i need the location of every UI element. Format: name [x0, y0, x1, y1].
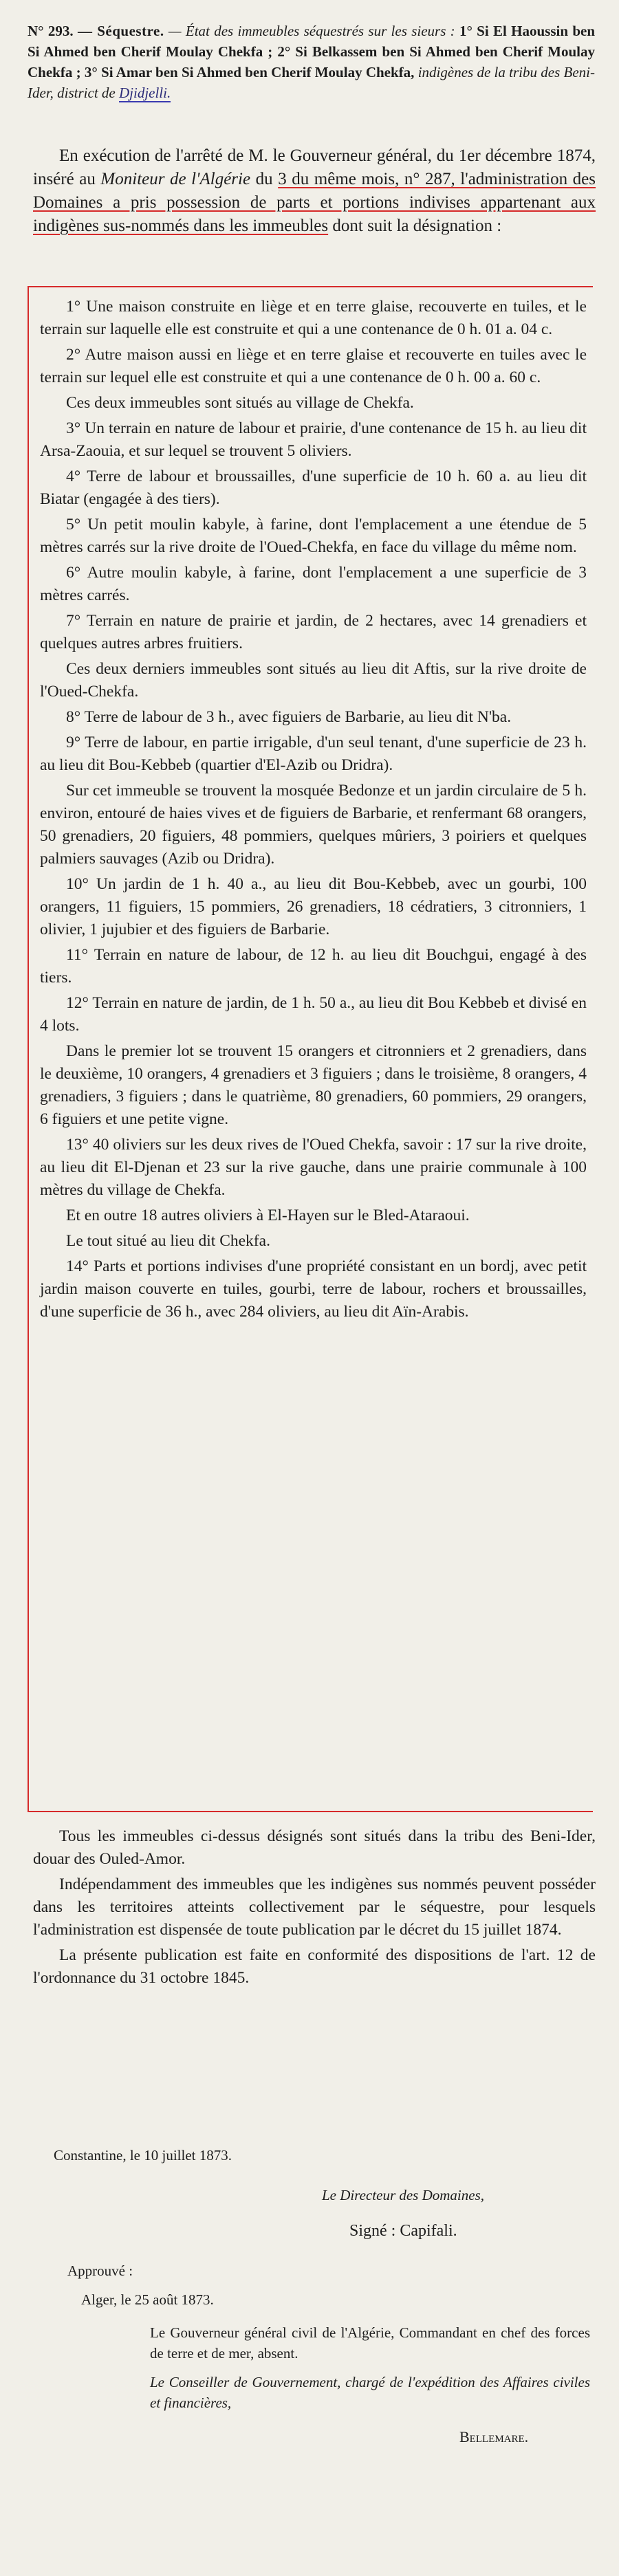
- closing-paragraphs: [33, 1825, 596, 1992]
- list-item: Ces deux derniers immeubles sont situés au lieu dit Aftis, sur la rive droite de l'Oued-Chekfa.: [40, 660, 587, 701]
- approved-date: Alger, le 25 août 1873.: [81, 2291, 214, 2308]
- notice-district: Djidjelli.: [118, 85, 171, 101]
- list-item: 11° Terrain en nature de labour, de 12 h. au lieu dit Bouchgui, engagé à des tiers.: [40, 946, 587, 987]
- property-list: [40, 296, 587, 1326]
- list-item: 8° Terre de labour de 3 h., avec figuiers de Barbarie, au lieu dit N'ba.: [66, 708, 512, 726]
- list-item: 13° 40 oliviers sur les deux rives de l'Oued Chekfa, savoir : 17 sur la rive droite, au lieu dit El-Djenan et 23 sur la rive gauche, dans une prairie communale à 100 mètres du village de Chekfa.: [40, 1136, 587, 1199]
- list-item: 6° Autre moulin kabyle, à farine, dont l'emplacement a une superficie de 3 mètres carrés.: [40, 564, 587, 604]
- list-item: 2° Autre maison aussi en liège et en terre glaise et recouverte en tuiles avec le terrain sur lequel elle est construite et qui a une contenance de 0 h. 00 a. 60 c.: [40, 346, 587, 386]
- closing-paragraph: Tous les immeubles ci-dessus désignés sont situés dans la tribu des Beni-Ider, douar des Ouled-Amor.: [33, 1827, 596, 1868]
- notice-persons: 1° Si El Haoussin ben Si Ahmed ben Cherif Moulay Chekfa ; 2° Si Belkassem ben Si Ahmed ben Cherif Moulay Chekfa ; 3° Si Amar ben Si Ahmed ben Cherif Moulay Chekfa,: [28, 23, 596, 80]
- intro-part3: dont suit la désignation :: [332, 217, 502, 235]
- signatory-name: Bellemare.: [459, 2428, 529, 2445]
- list-item: 3° Un terrain en nature de labour et prairie, d'une contenance de 15 h. au lieu dit Arsa-Zaouia, et sur lequel se trouvent 5 oliviers.: [40, 419, 587, 460]
- closing-paragraph: Indépendamment des immeubles que les indigènes sus nommés peuvent posséder dans les territoires atteints collectivement par le séquestre, pour lesquels l'administration est dispensée de toute publication par le décret du 15 juillet 1874.: [33, 1875, 596, 1939]
- intro-underlined: 3 du même mois, n° 287, l'administration des Domaines a pris possession de parts et portions indivises appartenant aux indigènes sus-nommés dans les immeubles: [33, 170, 596, 235]
- intro-part2: du: [255, 170, 273, 188]
- intro-part1: En exécution de l'arrêté de M. le Gouverneur général, du 1er décembre 1874, inséré au: [33, 146, 596, 188]
- notice-description: — État des immeubles séquestrés sur les sieurs :: [168, 23, 455, 39]
- notice-header: [28, 21, 595, 103]
- list-item: 5° Un petit moulin kabyle, à farine, dont l'emplacement a une étendue de 5 mètres carrés sur la rive droite de l'Oued-Chekfa, en face du village du même nom.: [40, 516, 587, 556]
- list-item: 1° Une maison construite en liège et en terre glaise, recouverte en tuiles, et le terrain sur laquelle elle est construite et qui a une contenance de 0 h. 01 a. 04 c.: [40, 298, 587, 338]
- list-item: 9° Terre de labour, en partie irrigable, d'un seul tenant, d'une superficie de 23 h. au lieu dit Bou-Kebbeb (quartier d'El-Azib ou Dridra).: [40, 734, 587, 774]
- list-item: Le tout situé au lieu dit Chekfa.: [66, 1232, 270, 1250]
- notice-section: — Séquestre.: [77, 23, 164, 39]
- director-title: Le Directeur des Domaines,: [322, 2187, 485, 2203]
- intro-paragraph: [33, 144, 596, 238]
- approved-label: Approuvé :: [67, 2263, 133, 2279]
- list-item: 12° Terrain en nature de jardin, de 1 h. 50 a., au lieu dit Bou Kebbeb et divisé en 4 lots.: [40, 994, 587, 1035]
- notice-number: N° 293.: [28, 23, 74, 39]
- list-item: 4° Terre de labour et broussailles, d'une superficie de 10 h. 60 a. au lieu dit Biatar (engagée à des tiers).: [40, 467, 587, 508]
- list-item: 14° Parts et portions indivises d'une propriété consistant en un bordj, avec petit jardin maison couverte en tuiles, gourbi, terre de labour, rochers et broussailles, d'une superficie de 36 h., avec 284 oliviers, au lieu dit Aïn-Arabis.: [40, 1257, 587, 1321]
- councillor-title: Le Conseiller de Gouvernement, chargé de l'expédition des Affaires civiles et financières,: [150, 2374, 590, 2411]
- list-item: Ces deux immeubles sont situés au village de Chekfa.: [66, 394, 414, 412]
- list-item: Sur cet immeuble se trouvent la mosquée Bedonze et un jardin circulaire de 5 h. environ, entouré de haies vives et de figuiers de Barbarie, et renfermant 68 orangers, 50 grenadiers, 20 figuiers, 48 pommiers, quelques mûriers, 3 poiriers et quelques palmiers sauvages (Azib ou Dridra).: [40, 782, 587, 868]
- governor-title: Le Gouverneur général civil de l'Algérie, Commandant en chef des forces de terre et de mer, absent.: [150, 2324, 590, 2362]
- list-item: 10° Un jardin de 1 h. 40 a., au lieu dit Bou-Kebbeb, avec un gourbi, 100 orangers, 11 figuiers, 15 pommiers, 26 grenadiers, 18 cédratiers, 3 citronniers, 1 olivier, 1 jujubier et des figuiers de Barbarie.: [40, 875, 587, 938]
- notice-tribe: indigènes de la tribu des Beni-Ider, district de: [28, 64, 596, 101]
- closing-paragraph: La présente publication est faite en conformité des dispositions de l'art. 12 de l'ordonnance du 31 octobre 1845.: [33, 1946, 596, 1987]
- director-signature: Signé : Capifali.: [349, 2222, 457, 2240]
- intro-moniteur: Moniteur de l'Algérie: [100, 170, 251, 188]
- list-item: 7° Terrain en nature de prairie et jardin, de 2 hectares, avec 14 grenadiers et quelques autres arbres fruitiers.: [40, 612, 587, 652]
- list-item: Et en outre 18 autres oliviers à El-Hayen sur le Bled-Ataraoui.: [66, 1207, 470, 1224]
- place-date: Constantine, le 10 juillet 1873.: [54, 2147, 232, 2164]
- list-item: Dans le premier lot se trouvent 15 orangers et citronniers et 2 grenadiers, dans le deuxième, 10 orangers, 4 grenadiers et 3 figuiers ; dans le troisième, 8 orangers, 4 grenadiers, 3 figuiers ; dans le quatrième, 80 grenadiers, 60 pommiers, 29 orangers, 6 figuiers et une petite vigne.: [40, 1042, 587, 1128]
